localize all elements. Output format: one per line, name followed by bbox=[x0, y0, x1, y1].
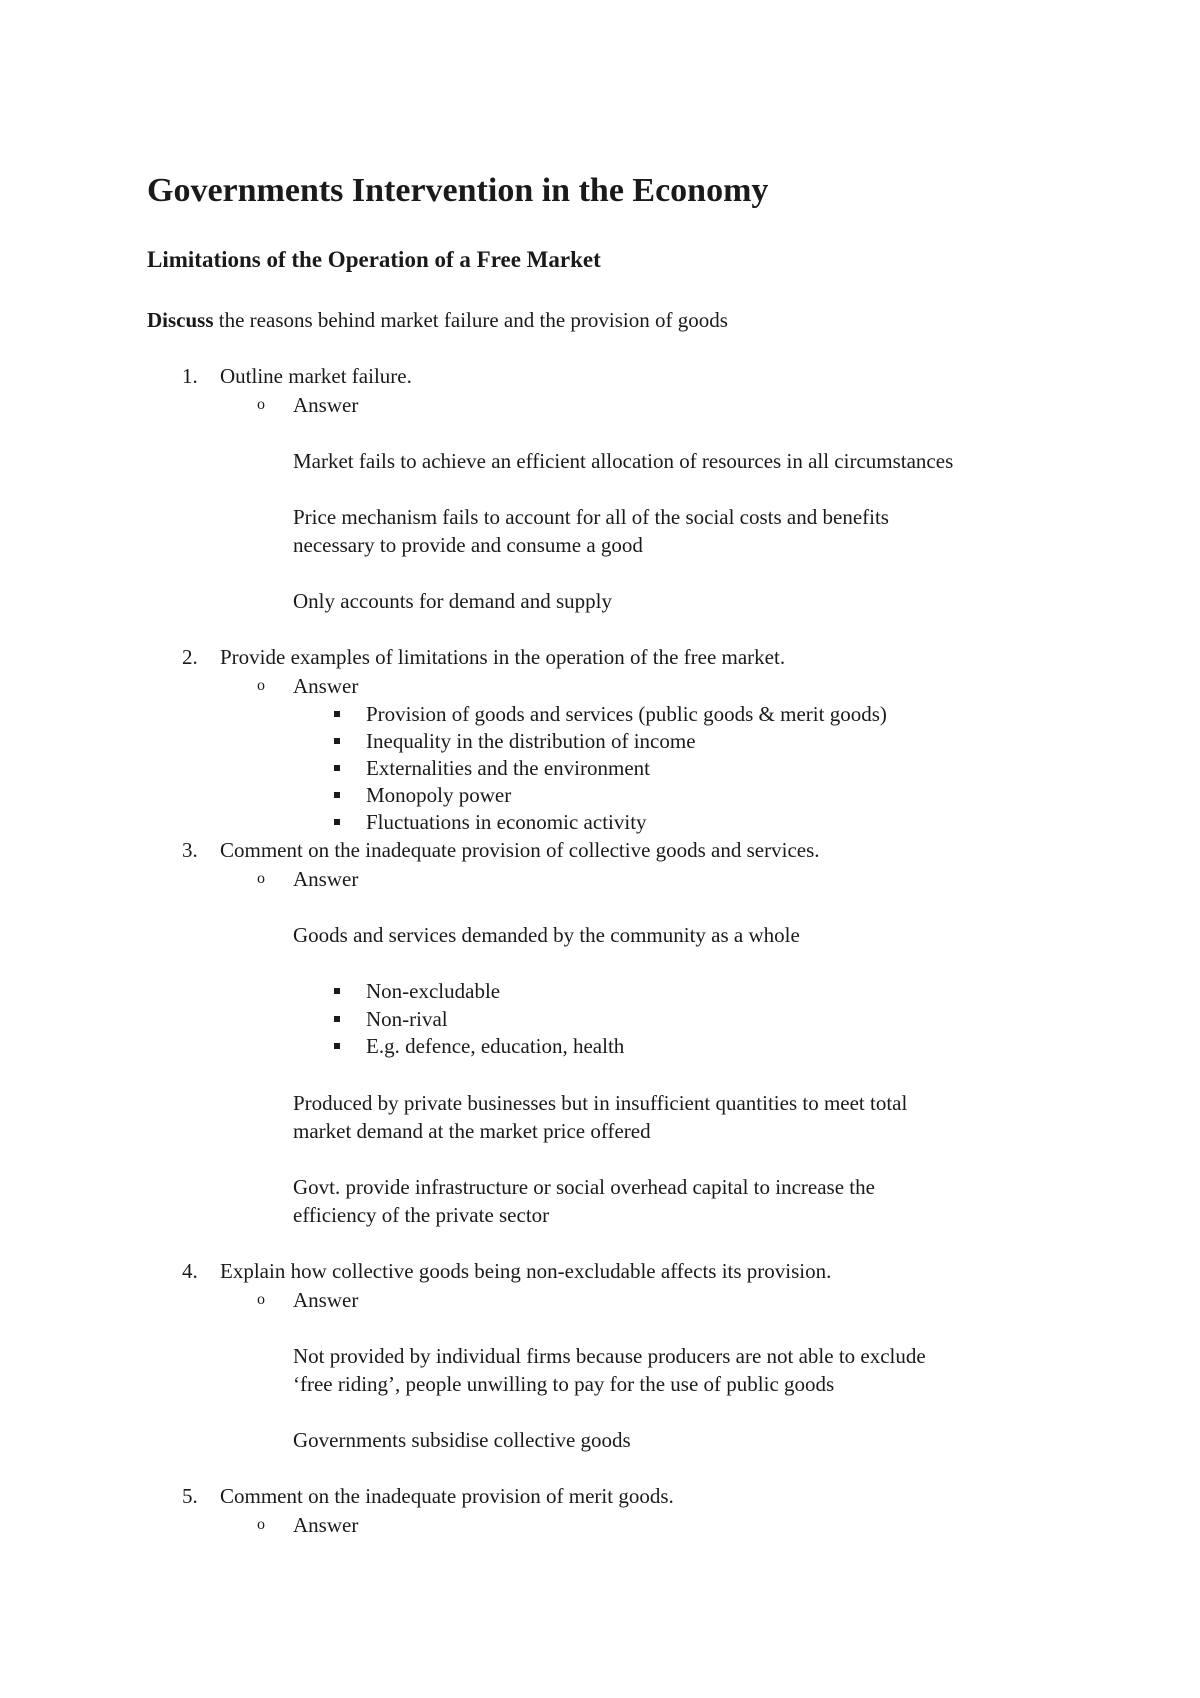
intro-bold: Discuss bbox=[147, 308, 214, 332]
answer-text: Market fails to achieve an efficient allocation of resources in all circumstances bbox=[293, 449, 954, 473]
circle-bullet-icon: o bbox=[257, 1291, 265, 1308]
square-bullet-icon bbox=[334, 988, 340, 994]
question-number: 2. bbox=[182, 645, 198, 669]
bullet-text: Monopoly power bbox=[366, 783, 512, 807]
answer-label: Answer bbox=[293, 867, 359, 891]
circle-bullet-icon: o bbox=[257, 870, 265, 887]
square-bullet-icon bbox=[334, 738, 340, 744]
answer-text: necessary to provide and consume a good bbox=[293, 533, 643, 557]
bullet-text: E.g. defence, education, health bbox=[366, 1034, 625, 1058]
answer-label: Answer bbox=[293, 1513, 359, 1537]
circle-bullet-icon: o bbox=[257, 1516, 265, 1533]
square-bullet-icon bbox=[334, 1043, 340, 1049]
question-text: Outline market failure. bbox=[220, 364, 412, 388]
square-bullet-icon bbox=[334, 765, 340, 771]
square-bullet-icon bbox=[334, 792, 340, 798]
bullet-text: Externalities and the environment bbox=[366, 756, 650, 780]
answer-text: Produced by private businesses but in insufficient quantities to meet total bbox=[293, 1091, 908, 1115]
answer-text: Governments subsidise collective goods bbox=[293, 1428, 631, 1452]
question-text: Comment on the inadequate provision of collective goods and services. bbox=[220, 838, 820, 862]
square-bullet-icon bbox=[334, 1016, 340, 1022]
circle-bullet-icon: o bbox=[257, 677, 265, 694]
question-number: 5. bbox=[182, 1484, 198, 1508]
answer-text: Govt. provide infrastructure or social overhead capital to increase the bbox=[293, 1175, 875, 1199]
question-text: Comment on the inadequate provision of merit goods. bbox=[220, 1484, 674, 1508]
answer-text: market demand at the market price offered bbox=[293, 1119, 651, 1143]
answer-text: Goods and services demanded by the community as a whole bbox=[293, 923, 800, 947]
answer-label: Answer bbox=[293, 393, 359, 417]
square-bullet-icon bbox=[334, 819, 340, 825]
question-number: 3. bbox=[182, 838, 198, 862]
bullet-text: Provision of goods and services (public goods & merit goods) bbox=[366, 702, 887, 726]
intro-rest: the reasons behind market failure and the provision of goods bbox=[213, 308, 728, 332]
bullet-text: Non-rival bbox=[366, 1007, 448, 1031]
answer-text: ‘free riding’, people unwilling to pay for the use of public goods bbox=[293, 1372, 835, 1396]
square-bullet-icon bbox=[334, 711, 340, 717]
circle-bullet-icon: o bbox=[257, 396, 265, 413]
answer-label: Answer bbox=[293, 1288, 359, 1312]
section-heading: Limitations of the Operation of a Free Market bbox=[147, 247, 601, 272]
bullet-text: Inequality in the distribution of income bbox=[366, 729, 696, 753]
answer-text: Not provided by individual firms because producers are not able to exclude bbox=[293, 1344, 926, 1368]
intro-line bbox=[147, 307, 728, 333]
page-title: Governments Intervention in the Economy bbox=[147, 172, 769, 209]
answer-text: Only accounts for demand and supply bbox=[293, 589, 613, 613]
bullet-text: Non-excludable bbox=[366, 979, 501, 1003]
answer-text: Price mechanism fails to account for all of the social costs and benefits bbox=[293, 505, 889, 529]
answer-text: efficiency of the private sector bbox=[293, 1203, 550, 1227]
question-number: 4. bbox=[182, 1259, 198, 1283]
answer-label: Answer bbox=[293, 674, 359, 698]
question-number: 1. bbox=[182, 364, 198, 388]
question-text: Provide examples of limitations in the operation of the free market. bbox=[220, 645, 786, 669]
bullet-text: Fluctuations in economic activity bbox=[366, 810, 647, 834]
question-text: Explain how collective goods being non-excludable affects its provision. bbox=[220, 1259, 832, 1283]
